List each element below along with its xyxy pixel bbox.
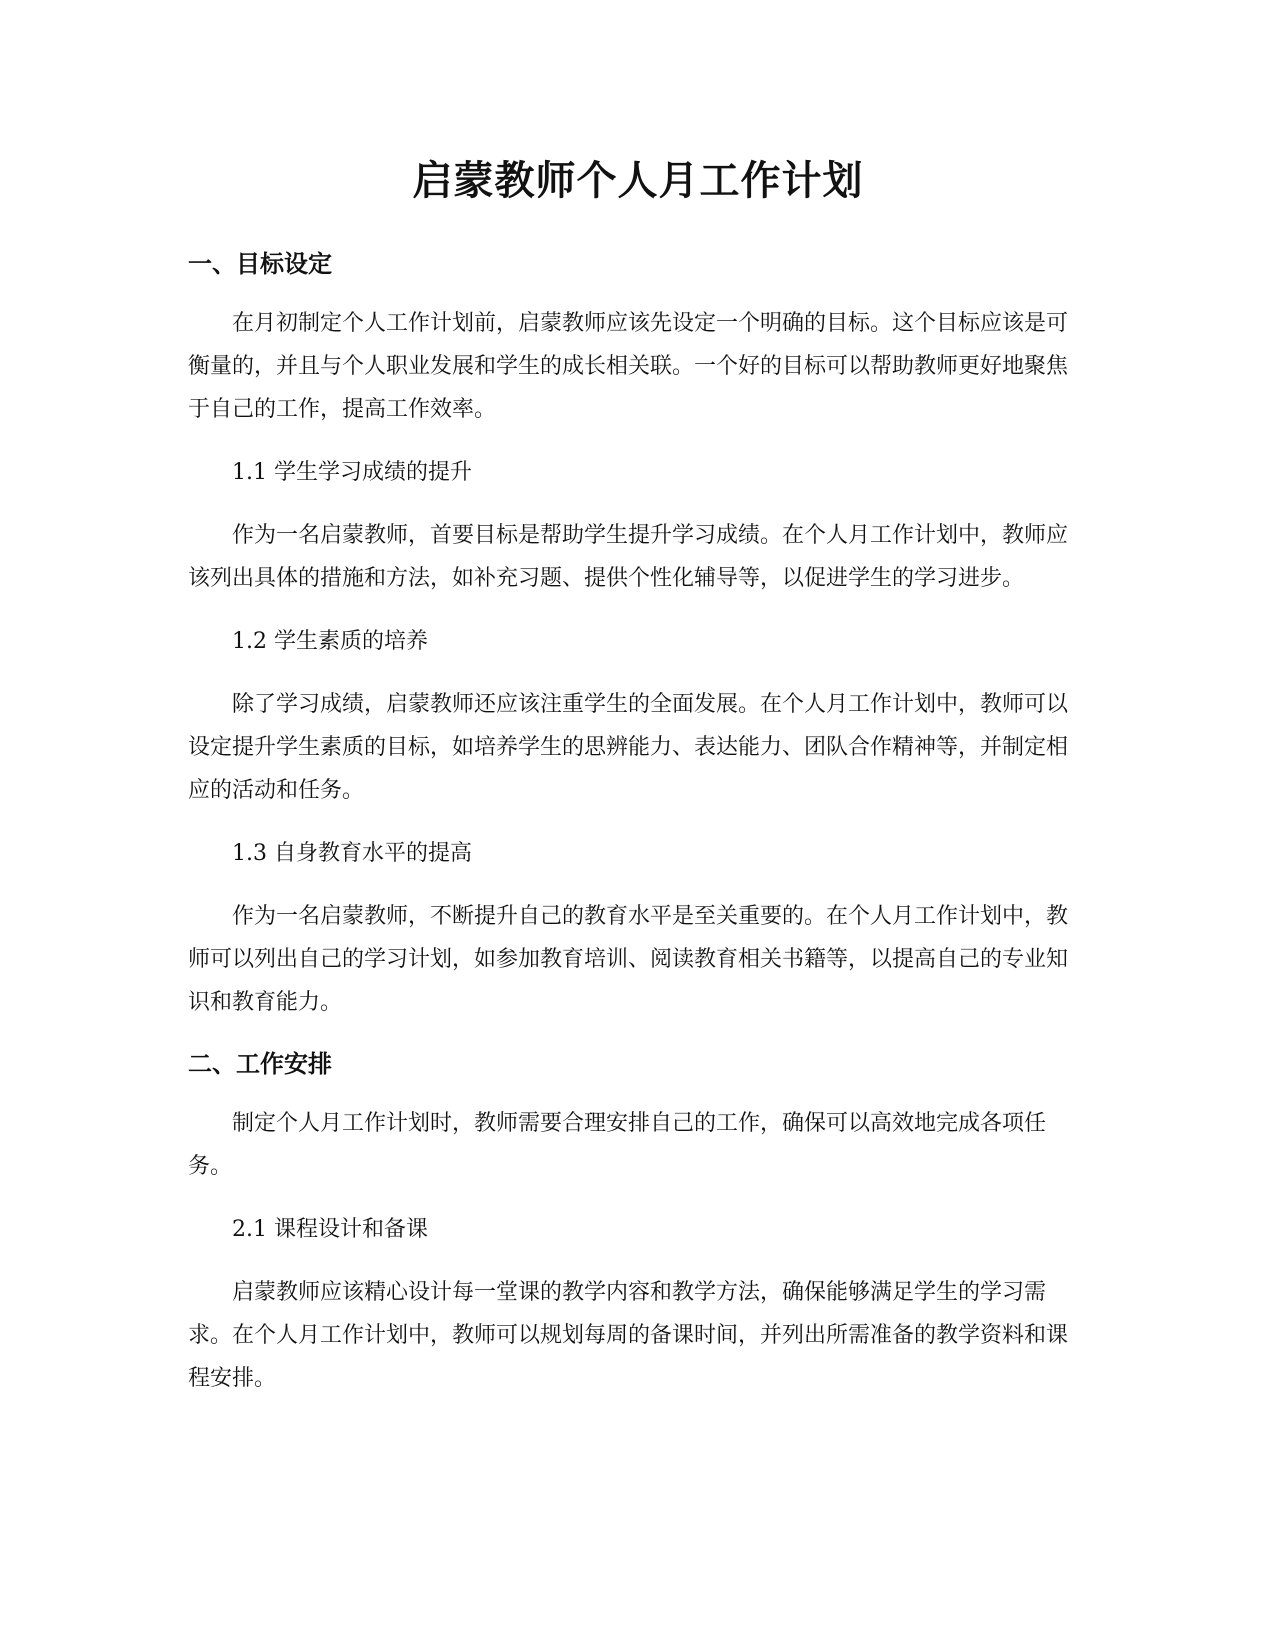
section-work-arrangement	[188, 1044, 1275, 1400]
subsection-heading: 1.2 学生素质的培养	[232, 629, 428, 654]
subsection-heading: 1.1 学生学习成绩的提升	[232, 460, 472, 485]
section-intro: 制定个人月工作计划时，教师需要合理安排自己的工作，确保可以高效地完成各项任务。	[188, 1111, 1047, 1179]
subsection-heading: 2.1 课程设计和备课	[232, 1217, 428, 1242]
subsection-body: 除了学习成绩，启蒙教师还应该注重学生的全面发展。在个人月工作计划中，教师可以设定提升学生素质的目标，如培养学生的思辨能力、表达能力、团队合作精神等，并制定相应的活动和任务。	[188, 692, 1069, 803]
document-title: 启蒙教师个人月工作计划	[412, 158, 864, 204]
subsection-body: 启蒙教师应该精心设计每一堂课的教学内容和教学方法，确保能够满足学生的学习需求。在个人月工作计划中，教师可以规划每周的备课时间，并列出所需准备的教学资料和课程安排。	[188, 1280, 1069, 1391]
subsection-body: 作为一名启蒙教师，不断提升自己的教育水平是至关重要的。在个人月工作计划中，教师可以列出自己的学习计划，如参加教育培训、阅读教育相关书籍等，以提高自己的专业知识和教育能力。	[188, 904, 1069, 1015]
subsection-heading: 1.3 自身教育水平的提高	[232, 841, 472, 866]
section-intro: 在月初制定个人工作计划前，启蒙教师应该先设定一个明确的目标。这个目标应该是可衡量的，并且与个人职业发展和学生的成长相关联。一个好的目标可以帮助教师更好地聚焦于自己的工作，提高工作效率。	[188, 311, 1069, 422]
section-heading: 一、目标设定	[188, 250, 332, 278]
subsection-body: 作为一名启蒙教师，首要目标是帮助学生提升学习成绩。在个人月工作计划中，教师应该列出具体的措施和方法，如补充习题、提供个性化辅导等，以促进学生的学习进步。	[188, 523, 1069, 591]
section-heading: 二、工作安排	[188, 1050, 332, 1078]
section-goal-setting	[188, 244, 1275, 1024]
